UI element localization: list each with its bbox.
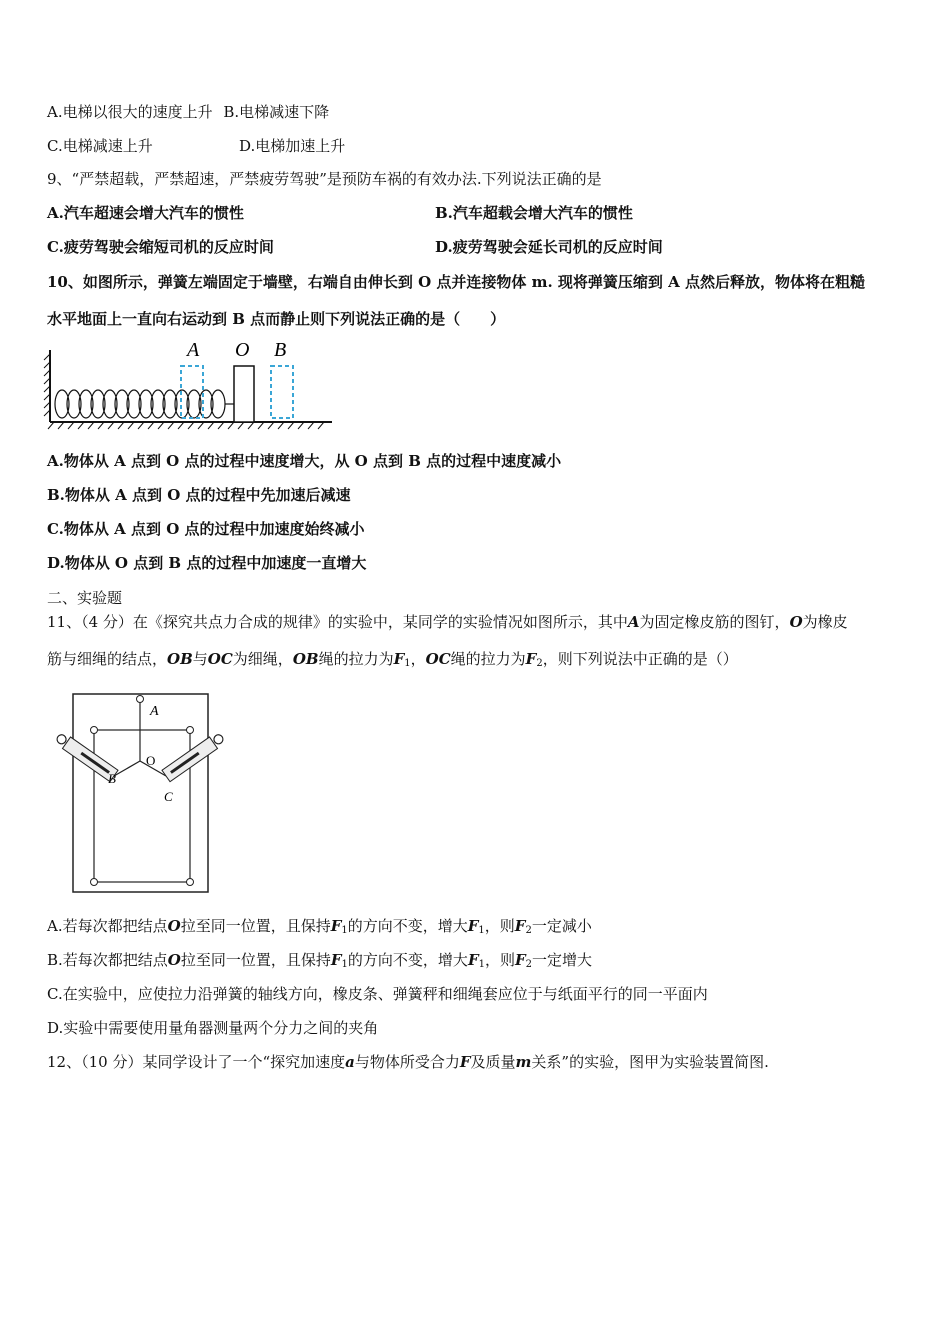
q11-option-b: B.若每次都把结点O拉至同一位置，且保持$F_1$的方向不变，增大$F_1$，则$F_2$一定增大 xyxy=(47,951,593,970)
label-a: A xyxy=(187,339,200,361)
q9-stem: 9、“严禁超载，严禁超速，严禁疲劳驾驶”是预防车祸的有效办法.下列说法正确的是 xyxy=(47,170,602,188)
q8-option-d: D.电梯加速上升 xyxy=(239,137,346,155)
q9-options-row2 xyxy=(47,237,663,257)
q10-option-b: B.物体从 A 点到 O 点的过程中先加速后减速 xyxy=(47,486,351,504)
q8-options-row1 xyxy=(47,102,329,122)
q8-option-b: B.电梯减速下降 xyxy=(223,103,330,121)
q8-options-row2 xyxy=(47,136,346,156)
q10-stem-line2: 水平地面上一直向右运动到 B 点而静止则下列说法正确的是（ ） xyxy=(47,310,506,328)
q10-option-c: C.物体从 A 点到 O 点的过程中加速度始终减小 xyxy=(47,520,365,538)
q12-stem: 12、（10 分）某同学设计了一个“探究加速度a与物体所受合力F及质量m关系”的实验，图甲为实验装置简图. xyxy=(47,1053,769,1071)
q9-option-b: B.汽车超载会增大汽车的惯性 xyxy=(435,204,633,222)
label-b: B xyxy=(274,339,287,361)
q9-options-row1 xyxy=(47,203,633,223)
label-o: O xyxy=(235,339,250,361)
q11-option-a: A.若每次都把结点O拉至同一位置，且保持$F_1$的方向不变，增大$F_1$，则$F_2$一定减小 xyxy=(47,917,592,936)
position-b-marker xyxy=(271,366,293,418)
q10-option-d: D.物体从 O 点到 B 点的过程中加速度一直增大 xyxy=(47,554,367,572)
section-title: 二、实验题 xyxy=(47,589,123,607)
force-board-figure xyxy=(52,688,242,898)
q9-option-c: C.疲劳驾驶会缩短司机的反应时间 xyxy=(47,238,274,256)
q11-option-c: C.在实验中，应使拉力沿弹簧的轴线方向，橡皮条、弹簧秤和细绳套应位于与纸面平行的同一平面内 xyxy=(47,985,708,1003)
block-m xyxy=(234,366,254,422)
q11-stem-line2: 筋与细绳的结点，OB与OC为细绳，OB绳的拉力为$F_1$，OC绳的拉力为$F_2$，则下列说法中正确的是（） xyxy=(47,650,738,669)
spring-figure xyxy=(42,336,342,436)
spring-coils xyxy=(55,390,234,418)
q11-stem-line1: 11、（4 分）在《探究共点力合成的规律》的实验中，某同学的实验情况如图所示，其中A为固定橡皮筋的图钉，O为橡皮 xyxy=(47,613,848,631)
q8-option-a: A.电梯以很大的速度上升 xyxy=(47,103,213,121)
q10-option-a: A.物体从 A 点到 O 点的过程中速度增大，从 O 点到 B 点的过程中速度减小 xyxy=(47,452,562,470)
q9-option-d: D.疲劳驾驶会延长司机的反应时间 xyxy=(435,238,663,256)
q10-stem-line1: 10、如图所示，弹簧左端固定于墙壁，右端自由伸长到 O 点并连接物体 m. 现将弹簧压缩到 A 点然后释放，物体将在粗糙 xyxy=(47,273,866,291)
q11-option-d: D.实验中需要使用量角器测量两个分力之间的夹角 xyxy=(47,1019,379,1037)
label-o: O xyxy=(146,753,156,768)
floor-hatching xyxy=(48,422,324,429)
q8-option-c: C.电梯减速上升 xyxy=(47,137,153,155)
q9-option-a: A.汽车超速会增大汽车的惯性 xyxy=(47,204,244,222)
label-a: A xyxy=(150,704,159,719)
label-c: C xyxy=(164,789,173,804)
label-b: B xyxy=(108,771,116,786)
